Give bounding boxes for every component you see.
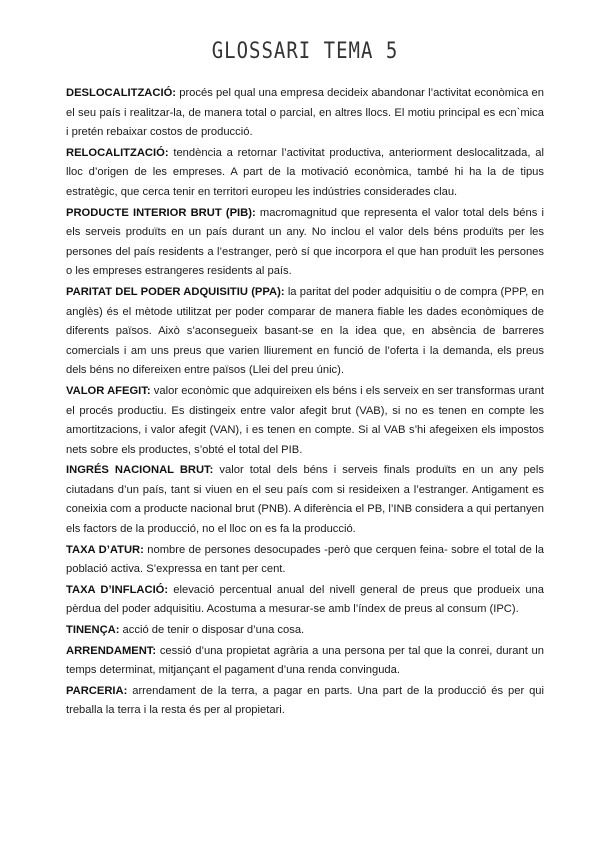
glossary-definition: procés pel qual una empresa decideix abandonar l’activitat econòmica en el seu país i realitzar-la, de manera total o parcial, en altres llocs. El motiu principal es ecn`mica i pretén rebaixar costos de producció. xyxy=(66,87,544,139)
glossary-definition: valor econòmic que adquireixen els béns i els serveix en ser transformas urant el procés productiu. Es distingeix entre valor afegit brut (VAB), si no es tenen en compte les amortitzacions, i valor afegit (VAN), i es tenen en compte. Si al VAB s’hi afegeixen els impostos nets sobre els productes, s’obté el total del PIB. xyxy=(66,384,544,456)
glossary-entry-deslocalitzacio xyxy=(66,84,544,143)
glossary-term: PRODUCTE INTERIOR BRUT (PIB): xyxy=(66,206,256,219)
glossary-entry-pib xyxy=(66,204,544,282)
glossary-definition: valor total dels béns i serveis finals produïts en un any pels ciutadans d’un país, tant si viuen en el seu país com si resideixen a l’estranger. Antigament es coneixia com a producte nacional brut (PNB). A diferència el PB, l’INB considera a qui pertanyen els factors de la producció, no el lloc on es fa la producció. xyxy=(66,464,544,536)
glossary-term: ARRENDAMENT: xyxy=(66,644,157,657)
glossary-entry-parceria xyxy=(66,682,544,721)
glossary-definition: acció de tenir o disposar d’una cosa. xyxy=(119,624,305,637)
glossary-entry-tinenca xyxy=(66,621,544,641)
glossary-term: VALOR AFEGIT: xyxy=(66,384,151,397)
glossary-definition: tendència a retornar l’activitat productiva, anteriorment deslocalitzada, al lloc d’origen de les empreses. A part de la motivació econòmica, també hi ha la de tipus estratègic, que cerca tenir en territori europeu les indústries considerades clau. xyxy=(66,146,544,198)
glossary-definition: elevació percentual anual del nivell general de preus que produeix una pèrdua del poder adquisitiu. Acostuma a mesurar-se amb l’índex de preus al consum (IPC). xyxy=(66,583,544,616)
glossary-term: PARITAT DEL PODER ADQUISITIU (PPA): xyxy=(66,285,285,298)
glossary-entry-ingres-nacional-brut xyxy=(66,461,544,539)
glossary-term: TAXA D’INFLACIÓ: xyxy=(66,583,169,596)
glossary-entry-arrendament xyxy=(66,642,544,681)
glossary-term: TAXA D’ATUR: xyxy=(66,543,144,556)
glossary-definition: cessió d’una propietat agrària a una persona per tal que la conrei, durant un temps determinat, mitjançant el pagament d’una renda convinguda. xyxy=(66,644,544,677)
glossary-term: INGRÉS NACIONAL BRUT: xyxy=(66,464,214,477)
glossary-definition: macromagnitud que representa el valor total dels béns i els serveis produïts en un país durant un any. No inclou el valor dels béns produïts per les persones del país residents a l’estranger, però sí que incorpora el que han produït les persones o les empreses estrangeres residents al país. xyxy=(66,206,544,278)
glossary-entry-taxa-atur xyxy=(66,541,544,580)
glossary-term: DESLOCALITZACIÓ: xyxy=(66,87,177,99)
page-title: GLOSSARI TEMA 5 xyxy=(211,38,399,64)
glossary-entry-taxa-inflacio xyxy=(66,581,544,620)
glossary-entry-relocalitzacio xyxy=(66,144,544,203)
glossary-term: TINENÇA: xyxy=(66,624,120,637)
glossary-definition: la paritat del poder adquisitiu o de compra (PPP, en anglès) és el mètode utilitzat per poder comparar de manera fiable les dades econòmiques de diferents països. Això s’aconsegueix basant-se en la idea que, en absència de barreres comercials i am uns preus que varien lliurement en funció de l’oferta i la demanda, els preus dels béns no difereixen entre països (Llei del preu únic). xyxy=(66,285,544,377)
glossary-term: RELOCALITZACIÓ: xyxy=(66,146,169,159)
glossary-definition: nombre de persones desocupades -però que cerquen feina- sobre el total de la població activa. S’expressa en tant per cent. xyxy=(66,543,544,576)
glossary-entry-valor-afegit xyxy=(66,382,544,460)
glossary-term: PARCERIA: xyxy=(66,684,128,697)
glossary-definition: arrendament de la terra, a pagar en parts. Una part de la producció és per qui treballa la terra i la resta és per al propietari. xyxy=(66,684,544,717)
glossary-entry-ppa xyxy=(66,283,544,381)
